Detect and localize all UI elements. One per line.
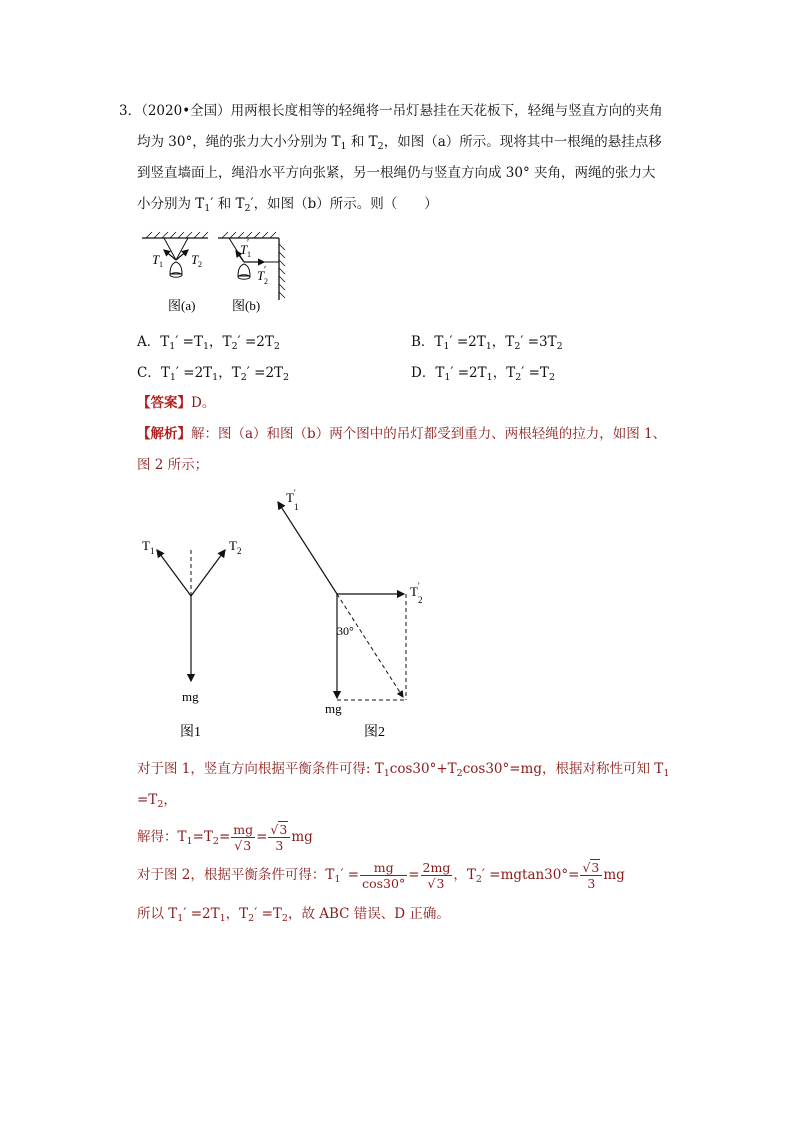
fig-a-caption: 图(a) bbox=[168, 298, 196, 313]
fraction-sqrt3-over-3-b: $\frac{√3}{3}$ bbox=[580, 860, 602, 891]
analysis-line-2: 图 2 所示； bbox=[137, 457, 209, 473]
answer-tag: 【答案】 bbox=[137, 395, 191, 411]
question-line-3: 到竖直墙面上，绳沿水平方向张紧，另一根绳仍与竖直方向成 30° 夹角，两绳的张力大 bbox=[137, 165, 656, 181]
answer-line bbox=[137, 393, 215, 413]
question-number: 3． bbox=[119, 103, 142, 119]
fig1-t1-arrow bbox=[157, 550, 191, 596]
answer-value: D。 bbox=[191, 395, 216, 411]
question-line-1: 3．（2020•全国）用两根长度相等的轻绳将一吊灯悬挂在天花板下，轻绳与竖直方向的夹角 bbox=[119, 103, 663, 119]
fig1-t2-arrow bbox=[191, 550, 225, 596]
svg-text:2: 2 bbox=[264, 277, 268, 286]
question-source: （2020•全国） bbox=[141, 103, 231, 119]
svg-text:2: 2 bbox=[198, 260, 202, 269]
solution-line-2: $=T_2$， bbox=[137, 792, 177, 810]
fig1-t1-label: T bbox=[142, 538, 150, 553]
question-figure bbox=[136, 228, 306, 320]
force-diagrams bbox=[130, 488, 430, 743]
option-b: B．$T_1' =2T_1$，$T_2' =3T_2$ bbox=[411, 334, 563, 352]
fig2-caption: 图2 bbox=[364, 725, 385, 740]
analysis-tag: 【解析】 bbox=[137, 426, 191, 442]
solution-line-1: 对于图 1，竖直方向根据平衡条件可得: $T_1\cos 30^\circ+T_2\cos 30^\circ=mg$，根据对称性可知 $T_1$ bbox=[137, 761, 670, 779]
fraction-mg-over-cos30: $\frac{mg}{\cos 30^\circ}$ bbox=[362, 860, 406, 891]
option-a: A．$T_1' =T_1$，$T_2' =2T_2$ bbox=[137, 334, 280, 352]
svg-text:′: ′ bbox=[264, 265, 267, 276]
question-line-4: 小分别为 $T_1'$ 和 $T_2'$，如图（b）所示。则（ ） bbox=[137, 196, 438, 214]
solution-line-5: 所以 $T_1' =2T_1$，$T_2' =T_2$，故 ABC 错误、D 正确。 bbox=[137, 906, 450, 924]
fraction-2mg-over-sqrt3: $\frac{2mg}{√3}$ bbox=[422, 860, 451, 891]
fraction-mg-over-sqrt3: $\frac{mg}{√3}$ bbox=[233, 822, 254, 853]
svg-text:1: 1 bbox=[159, 260, 163, 269]
question-line-2: 均为 30°，绳的张力大小分别为 $T_1$ 和 $T_2$，如图（a）所示。现将其中一根绳的悬挂点移 bbox=[137, 134, 662, 152]
fig2-t1-label: T bbox=[286, 490, 294, 505]
svg-text:1: 1 bbox=[247, 250, 251, 259]
fig-a-t1-label: T bbox=[152, 252, 160, 267]
fig2-t1-arrow bbox=[278, 502, 337, 594]
fig2-angle-label: 30° bbox=[337, 624, 354, 638]
svg-text:2: 2 bbox=[237, 546, 242, 556]
fig1-mg-label: mg bbox=[182, 689, 199, 704]
svg-text:2: 2 bbox=[418, 595, 423, 605]
svg-text:': ' bbox=[294, 488, 296, 498]
solution-line-3: 解得：$T_1=T_2=$ $\frac{mg}{√3}$ = $\frac{√3}{3}$ mg bbox=[137, 822, 313, 853]
option-d: D．$T_1' =2T_1$，$T_2' =T_2$ bbox=[411, 365, 555, 383]
fig1-t2-label: T bbox=[229, 538, 237, 553]
fig2-t2-label: T bbox=[410, 584, 418, 599]
fig2-mg-label: mg bbox=[325, 701, 342, 716]
svg-text:1: 1 bbox=[294, 502, 299, 512]
fig-b-caption: 图(b) bbox=[232, 298, 261, 313]
svg-text:′: ′ bbox=[247, 238, 250, 249]
option-c: C．$T_1' =2T_1$，$T_2' =2T_2$ bbox=[137, 365, 290, 383]
fig1-caption: 图1 bbox=[180, 725, 201, 740]
fig-b-t1-label: T bbox=[240, 242, 248, 257]
svg-text:': ' bbox=[418, 581, 420, 591]
fig-b-t2-label: T bbox=[257, 268, 265, 283]
fraction-sqrt3-over-3: $\frac{√3}{3}$ bbox=[268, 822, 290, 853]
analysis-line-1: 【解析】解：图（a）和图（b）两个图中的吊灯都受到重力、两根轻绳的拉力，如图 1、 bbox=[137, 426, 667, 442]
fig2-resultant-arrow bbox=[337, 594, 403, 697]
fig-a-t2-label: T bbox=[191, 252, 199, 267]
solution-line-4: 对于图 2，根据平衡条件可得：$T_1'$ = $\frac{mg}{\cos 30^\circ}$ = $\frac{2mg}{√3}$ ，$T_2' =mgtan30^\circ=$ $\frac{√3}{3}$ mg bbox=[137, 860, 625, 891]
svg-text:1: 1 bbox=[150, 546, 155, 556]
